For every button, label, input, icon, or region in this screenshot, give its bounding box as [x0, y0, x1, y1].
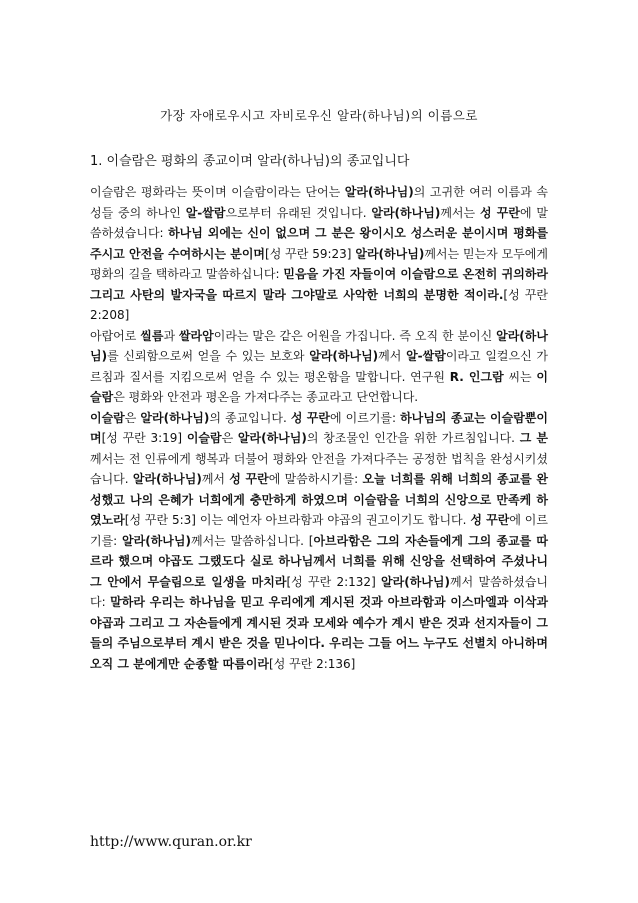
- text-run: 께서: [201, 472, 230, 486]
- bold-text-run: 하나님 외에는 신이 없으며 그 분은 왕이시오 성스러운 분이시며 평화를 주시고 안전을 수여하시는 분이며: [90, 226, 548, 261]
- text-run: 에 이르기를:: [330, 410, 401, 425]
- text-run: 께서는: [440, 205, 480, 220]
- bold-text-run: 알라(하나님): [309, 349, 379, 363]
- bold-text-run: R. 인그람: [449, 369, 504, 384]
- bold-text-run: 이슬람: [186, 431, 222, 445]
- bold-text-run: 이슬람: [90, 369, 548, 404]
- section-heading: 1. 이슬람은 평화의 종교이며 알라(하나님)의 종교입니다: [90, 154, 410, 169]
- text-run: 에 말씀하셨습니다:: [90, 205, 548, 240]
- bold-text-run: 알-쌀람: [185, 205, 226, 220]
- bold-text-run: 성 꾸란: [479, 205, 520, 220]
- document-title: 가장 자애로우시고 자비로우신 알라(하나님)의 이름으로: [160, 108, 478, 123]
- bold-text-run: 이슬람: [90, 410, 125, 425]
- bold-text-run: 아브라함은 그의 자손들에게 그의 종교를 따르라 했으며 야곱도 그랬도다 실로 하나님께서 너희를 위해 신앙을 선택하여 주셨나니 그 안에서 무슬림으로 일생을 마치라: [90, 533, 548, 589]
- bold-text-run: 성 꾸란: [229, 472, 269, 486]
- bold-text-run: 알-쌀람: [406, 349, 446, 363]
- bold-text-run: 성 꾸란: [470, 513, 510, 527]
- bold-text-run: 하나님의 종교는 이슬람뿐이며: [90, 410, 548, 445]
- text-run: 은: [124, 410, 141, 425]
- text-run: 이라고 일컬으신 가르침과 질서를 지킴으로써 얻을 수 있는 평온함을 말합니다. 연구원: [90, 349, 549, 384]
- paragraph: [90, 408, 548, 675]
- bold-text-run: 쌀라암: [178, 328, 214, 343]
- text-run: 께서는 전 인류에게 행복과 더불어 평화와 안전을 가져다주는 공정한 법칙을 완성시키셨습니다.: [90, 451, 548, 486]
- text-run: [성 꾸란 2:136]: [269, 656, 356, 671]
- bold-text-run: 오늘 너희를 위해 너희의 종교를 완성했고 나의 은혜가 너희에게 충만하게 하였으며 이슬람을 너희의 신앙으로 만족케 하였노라: [90, 472, 548, 527]
- text-run: 으로부터 유래된 것입니다.: [225, 205, 372, 220]
- bold-text-run: 말하라 우리는 하나님을 믿고 우리에게 계시된 것과 아브라함과 이스마엘과 이삭과 야곱과 그리고 그 자손들에게 계시된 것과 모세와 예수가 계시 받은 것과 선지자들이 그들의 주님으로부터 계시 받은 것을 믿나이다. 우리는 그들 어느 누구도 선별치 아니하며 오직 그 분에게만 순종할 따름이라: [90, 595, 549, 671]
- bold-text-run: 씰름: [140, 328, 164, 343]
- text-run: [성 꾸란 5:3] 이는 예언자 아브라함과 야곱의 권고이기도 합니다.: [124, 513, 471, 527]
- text-run: 에 말씀하시기를:: [268, 472, 363, 486]
- text-run: 이라는 말은 같은 어원을 가집니다. 즉 오직 한 분이신: [213, 328, 497, 343]
- paragraph: [90, 326, 548, 408]
- text-run: [성 꾸란 2:132]: [286, 574, 382, 589]
- text-run: 의 고귀한 여러 이름과 속성들 중의 하나인: [90, 185, 548, 220]
- text-run: 께서는 말씀하십니다. [: [190, 533, 314, 548]
- text-run: 아랍어로: [90, 328, 141, 343]
- bold-text-run: 성 꾸란: [290, 410, 330, 425]
- footer-url: http://www.quran.or.kr: [90, 834, 252, 850]
- document-body: [90, 182, 548, 674]
- bold-text-run: 알라(하나님): [122, 533, 191, 548]
- text-run: [성 꾸란 3:19]: [101, 431, 187, 445]
- bold-text-run: 알라(하나님): [381, 574, 450, 589]
- bold-text-run: 알라(하나님): [344, 185, 414, 199]
- text-run: 의 창조물인 인간을 위한 가르침입니다.: [306, 431, 520, 445]
- text-run: [성 꾸란 59:23]: [265, 246, 356, 261]
- bold-text-run: 알라(하나님): [237, 431, 307, 445]
- bold-text-run: 알라(하나님): [140, 410, 210, 425]
- text-run: 은: [221, 431, 238, 445]
- bold-text-run: 알라(하나님): [371, 205, 441, 220]
- text-run: 이슬람은 평화라는 뜻이며 이슬람이라는 단어는: [90, 185, 345, 199]
- bold-text-run: 알라(하나님): [132, 472, 202, 486]
- text-run: 에 이르기를:: [90, 513, 548, 548]
- text-run: 께서: [378, 349, 407, 363]
- text-run: 과: [163, 328, 179, 343]
- bold-text-run: 알라(하나님): [355, 246, 425, 261]
- text-run: 씨는: [503, 369, 537, 384]
- bold-text-run: 믿음을 가진 자들이여 이슬람으로 온전히 귀의하라 그리고 사탄의 발자국을 따르지 말라 그야말로 사악한 너희의 분명한 적이라.: [90, 267, 548, 302]
- bold-text-run: 알라(하나님): [90, 328, 548, 363]
- text-run: 께서 말씀하셨습니다:: [90, 574, 549, 609]
- text-run: 은 평화와 안전과 평온을 가져다주는 종교라고 단언합니다.: [113, 390, 419, 404]
- text-run: 께서는 믿는자 모두에게 평화의 길을 택하라고 말씀하십니다:: [90, 246, 548, 281]
- paragraph: [90, 182, 548, 326]
- text-run: 의 종교입니다.: [209, 410, 291, 425]
- text-run: 를 신뢰함으로써 얻을 수 있는 보호와: [107, 349, 310, 363]
- text-run: [성 꾸란 2:208]: [90, 287, 548, 322]
- bold-text-run: 그 분: [519, 431, 548, 445]
